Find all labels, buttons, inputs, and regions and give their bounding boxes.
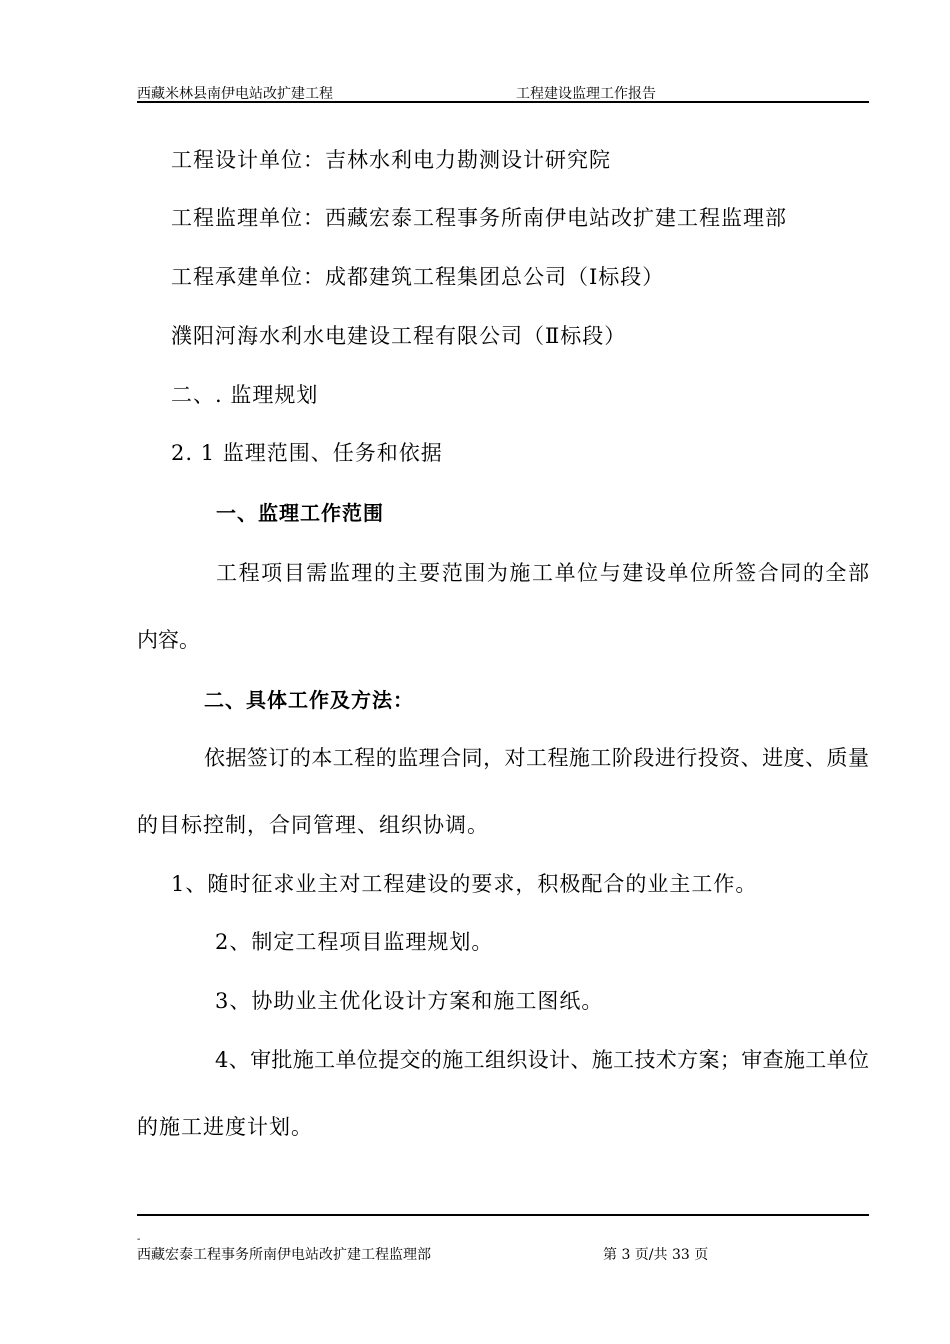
paragraph-methods-line-1: 依据签订的本工程的监理合同，对工程施工阶段进行投资、进度、质量 [204, 746, 869, 770]
subheading-methods: 二、具体工作及方法： [204, 688, 414, 712]
supervision-unit-line: 工程监理单位：西藏宏泰工程事务所南伊电站改扩建工程监理部 [171, 206, 787, 230]
paragraph-scope-line-1: 工程项目需监理的主要范围为施工单位与建设单位所签合同的全部 [216, 561, 869, 585]
list-item-2: 2、制定工程项目监理规划。 [215, 930, 494, 954]
contractor-unit-2-line: 濮阳河海水利水电建设工程有限公司（Ⅱ标段） [171, 324, 627, 348]
header-left-title: 西藏米林县南伊电站改扩建工程 [137, 86, 333, 102]
header-center-title: 工程建设监理工作报告 [516, 86, 656, 102]
footer-left-text: 西藏宏泰工程事务所南伊电站改扩建工程监理部 [137, 1247, 431, 1263]
subheading-scope: 一、监理工作范围 [216, 501, 384, 525]
footer-rule [137, 1214, 869, 1216]
footer-mark: - [137, 1234, 141, 1245]
list-item-1: 1、随时征求业主对工程建设的要求，积极配合的业主工作。 [171, 872, 758, 896]
list-item-3: 3、协助业主优化设计方案和施工图纸。 [215, 989, 604, 1013]
header-rule [137, 101, 869, 103]
list-item-4-line-2: 的施工进度计划。 [137, 1115, 313, 1139]
footer-page-number: 第 3 页/共 33 页 [603, 1247, 709, 1263]
section-heading-2: 二、. 监理规划 [171, 383, 319, 407]
section-heading-2-1: 2. 1 监理范围、任务和依据 [171, 441, 443, 465]
paragraph-scope-line-2: 内容。 [137, 628, 200, 652]
contractor-unit-line: 工程承建单位：成都建筑工程集团总公司（Ⅰ标段） [171, 265, 665, 289]
design-unit-line: 工程设计单位：吉林水利电力勘测设计研究院 [171, 148, 611, 172]
paragraph-methods-line-2: 的目标控制，合同管理、组织协调。 [137, 813, 489, 837]
list-item-4-line-1: 4、审批施工单位提交的施工组织设计、施工技术方案；审查施工单位 [215, 1048, 869, 1072]
